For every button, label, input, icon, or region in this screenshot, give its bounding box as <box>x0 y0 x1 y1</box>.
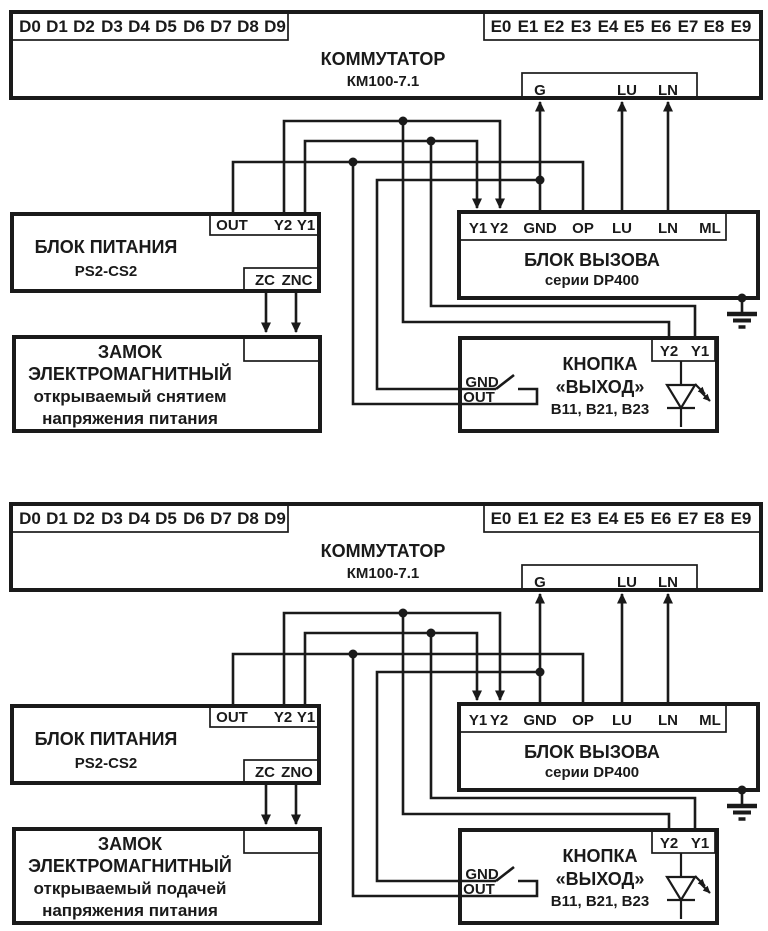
terminal-ln: LN <box>658 82 678 99</box>
terminal-d5: D5 <box>155 509 177 528</box>
contact-label-out: OUT <box>463 881 495 898</box>
terminal-g: G <box>534 574 546 591</box>
junction-dot <box>399 117 408 126</box>
led-triangle <box>667 877 695 900</box>
call-block <box>459 212 758 298</box>
terminal-d0: D0 <box>19 17 41 36</box>
call-block-title: БЛОК ВЫЗОВА <box>524 742 660 762</box>
terminal-d3: D3 <box>101 17 123 36</box>
terminal-e2: E2 <box>543 17 565 36</box>
terminal-e8: E8 <box>703 509 725 528</box>
power-supply-block <box>12 706 319 783</box>
terminal-e3: E3 <box>570 509 592 528</box>
terminal-e6: E6 <box>650 509 672 528</box>
terminal-d4: D4 <box>128 17 150 36</box>
lock-subtitle-line4: напряжения питания <box>42 409 218 428</box>
terminal-out: OUT <box>216 709 248 726</box>
terminal-gnd: GND <box>523 220 557 237</box>
wire-out-branch-to-button <box>353 654 537 896</box>
junction-dot <box>427 629 436 638</box>
lock-terminal-strip <box>244 829 320 853</box>
junction-dot <box>349 158 358 167</box>
exit-button-title: КНОПКА <box>562 846 638 866</box>
wire-y1-ps-to-callblock <box>305 141 477 214</box>
junction-dot <box>536 176 545 185</box>
exit-button-block <box>460 338 717 431</box>
terminal-ml: ML <box>699 220 721 237</box>
lock-terminal-strip <box>244 337 320 361</box>
exit-button-models: В11, В21, В23 <box>550 401 650 418</box>
terminal-d1: D1 <box>46 17 68 36</box>
switch-contact-icon <box>496 867 514 881</box>
terminal-y1: Y1 <box>468 220 488 237</box>
terminal-e1: E1 <box>517 17 539 36</box>
exit-button-subtitle: «ВЫХОД» <box>555 869 645 889</box>
commutator-model: КМ100-7.1 <box>346 73 420 90</box>
terminal-y1: Y1 <box>690 835 710 852</box>
terminal-zn: ZNO <box>281 764 313 781</box>
terminal-ml: ML <box>699 712 721 729</box>
power-supply-title: БЛОК ПИТАНИЯ <box>34 237 178 257</box>
lock-subtitle-line4: напряжения питания <box>42 901 218 920</box>
terminal-e5: E5 <box>623 509 645 528</box>
exit-button-block <box>460 830 717 923</box>
terminal-y2: Y2 <box>489 712 509 729</box>
terminal-d9: D9 <box>264 509 286 528</box>
commutator-title: КОММУТАТОР <box>320 49 446 69</box>
call-block-model: серии DP400 <box>544 272 640 289</box>
terminal-ln: LN <box>658 712 678 729</box>
commutator-title: КОММУТАТОР <box>320 541 446 561</box>
wire-y1-ps-to-callblock <box>305 633 477 706</box>
terminal-e4: E4 <box>597 509 619 528</box>
terminal-zn: ZNC <box>281 272 313 289</box>
wiring-diagram-variant-2 <box>0 500 768 926</box>
switch-contact-icon <box>496 375 514 389</box>
led-triangle <box>667 385 695 408</box>
terminal-d9: D9 <box>264 17 286 36</box>
exit-button-models: В11, В21, В23 <box>550 893 650 910</box>
terminal-d8: D8 <box>237 17 259 36</box>
terminal-e8: E8 <box>703 17 725 36</box>
terminal-d7: D7 <box>210 509 232 528</box>
call-block-title: БЛОК ВЫЗОВА <box>524 250 660 270</box>
terminal-y2: Y2 <box>489 220 509 237</box>
terminal-g: G <box>534 82 546 99</box>
terminal-e1: E1 <box>517 509 539 528</box>
junction-dots <box>349 117 545 185</box>
terminal-d6: D6 <box>183 509 205 528</box>
terminal-y1: Y1 <box>690 343 710 360</box>
junction-dot <box>536 668 545 677</box>
lock-block <box>14 829 320 923</box>
terminal-d7: D7 <box>210 17 232 36</box>
terminal-lu: LU <box>617 574 637 591</box>
wire-y2-ps-to-callblock <box>284 613 500 706</box>
terminal-e0: E0 <box>490 17 512 36</box>
terminal-d3: D3 <box>101 509 123 528</box>
terminal-e5: E5 <box>623 17 645 36</box>
power-supply-model: PS2-CS2 <box>74 263 138 280</box>
terminal-e9: E9 <box>730 17 752 36</box>
power-supply-block <box>12 214 319 291</box>
terminal-y2: Y2 <box>273 709 293 726</box>
wiring-schematic-svg <box>0 500 768 926</box>
terminal-y2: Y2 <box>273 217 293 234</box>
terminal-ln: LN <box>658 220 678 237</box>
terminal-y2: Y2 <box>659 835 679 852</box>
call-block <box>459 704 758 790</box>
terminal-out: OUT <box>216 217 248 234</box>
terminal-e7: E7 <box>677 509 699 528</box>
terminal-d1: D1 <box>46 509 68 528</box>
terminal-e9: E9 <box>730 509 752 528</box>
terminal-d6: D6 <box>183 17 205 36</box>
terminal-lu: LU <box>612 220 632 237</box>
terminal-d0: D0 <box>19 509 41 528</box>
led-icon <box>667 853 710 919</box>
junction-dot <box>349 650 358 659</box>
exit-button-title: КНОПКА <box>562 354 638 374</box>
power-supply-title: БЛОК ПИТАНИЯ <box>34 729 178 749</box>
terminal-d5: D5 <box>155 17 177 36</box>
terminal-ln: LN <box>658 574 678 591</box>
terminal-d2: D2 <box>73 509 95 528</box>
lock-title-line1: ЗАМОК <box>97 342 163 362</box>
terminal-y1: Y1 <box>296 217 316 234</box>
terminal-zc: ZC <box>255 272 275 289</box>
terminal-lu: LU <box>612 712 632 729</box>
terminal-zc: ZC <box>255 764 275 781</box>
contact-label-gnd: GND <box>465 374 499 391</box>
led-icon <box>667 361 710 427</box>
terminal-y2: Y2 <box>659 343 679 360</box>
wire-out-ps-to-op <box>233 654 583 706</box>
junction-dot <box>427 137 436 146</box>
terminal-e0: E0 <box>490 509 512 528</box>
lock-title-line2: ЭЛЕКТРОМАГНИТНЫЙ <box>28 856 232 876</box>
exit-button-subtitle: «ВЫХОД» <box>555 377 645 397</box>
terminal-d4: D4 <box>128 509 150 528</box>
commutator-block <box>11 12 761 99</box>
terminal-d8: D8 <box>237 509 259 528</box>
terminal-y1: Y1 <box>468 712 488 729</box>
terminal-e6: E6 <box>650 17 672 36</box>
terminal-e3: E3 <box>570 17 592 36</box>
lock-title-line1: ЗАМОК <box>97 834 163 854</box>
wire-y2-ps-to-callblock <box>284 121 500 214</box>
commutator-model: КМ100-7.1 <box>346 565 420 582</box>
terminal-gnd: GND <box>523 712 557 729</box>
terminal-e7: E7 <box>677 17 699 36</box>
contact-label-out: OUT <box>463 389 495 406</box>
wiring-diagram-variant-1 <box>0 8 768 434</box>
terminal-op: OP <box>572 712 594 729</box>
lock-block <box>14 337 320 431</box>
commutator-block <box>11 504 761 591</box>
lock-title-line2: ЭЛЕКТРОМАГНИТНЫЙ <box>28 364 232 384</box>
lock-subtitle-line3: открываемый снятием <box>33 387 227 406</box>
wiring-schematic-svg <box>0 8 768 434</box>
terminal-e4: E4 <box>597 17 619 36</box>
call-block-model: серии DP400 <box>544 764 640 781</box>
wire-out-ps-to-op <box>233 162 583 214</box>
lock-subtitle-line3: открываемый подачей <box>33 879 227 898</box>
terminal-e2: E2 <box>543 509 565 528</box>
wire-out-branch-to-button <box>353 162 537 404</box>
terminal-d2: D2 <box>73 17 95 36</box>
terminal-op: OP <box>572 220 594 237</box>
junction-dot <box>399 609 408 618</box>
terminal-lu: LU <box>617 82 637 99</box>
contact-label-gnd: GND <box>465 866 499 883</box>
terminal-y1: Y1 <box>296 709 316 726</box>
junction-dots <box>349 609 545 677</box>
power-supply-model: PS2-CS2 <box>74 755 138 772</box>
